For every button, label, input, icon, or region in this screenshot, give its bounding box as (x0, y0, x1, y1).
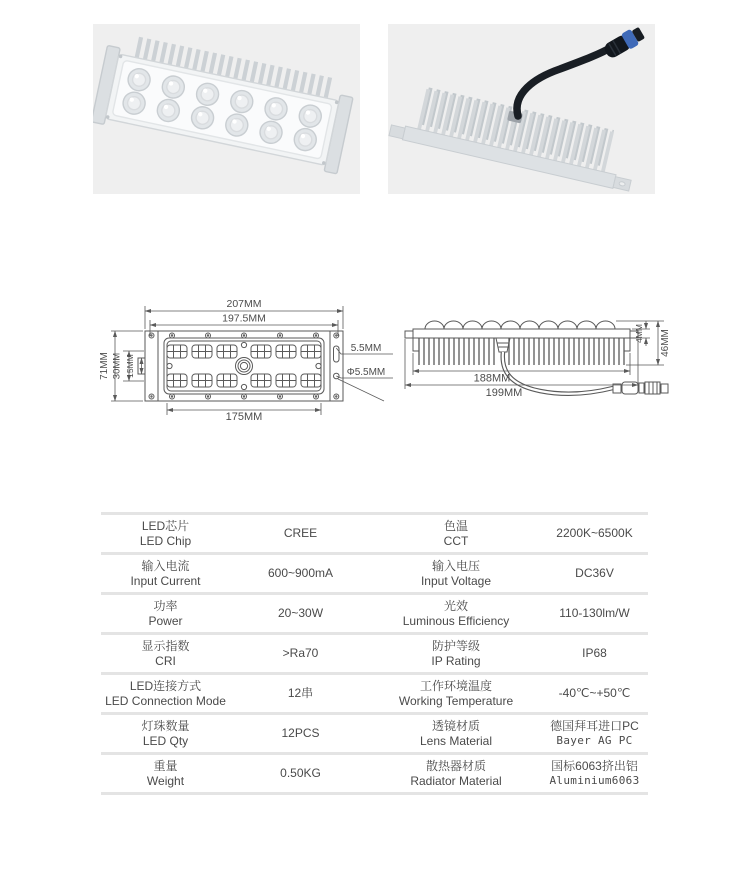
param-label-zh: 输入电压 (431, 558, 480, 573)
param-value: DC36V (575, 566, 614, 580)
table-row (101, 672, 648, 712)
param-label-zh: 灯珠数量 (141, 718, 190, 733)
param-label-en: CRI (155, 653, 176, 668)
param-label-zh: 色温 (443, 518, 468, 533)
param-label-zh: 重量 (153, 758, 178, 773)
table-row (101, 752, 648, 792)
param-label-en: Weight (146, 773, 185, 788)
param-label (371, 755, 541, 792)
param-label-zh: 光效 (443, 598, 468, 613)
param-value: 12串 (287, 686, 314, 700)
dim-plate-thickness: 4MM (634, 324, 644, 343)
dim-height: 71MM (99, 352, 110, 380)
param-value: CREE (283, 526, 318, 540)
param-label (371, 595, 541, 632)
param-label (371, 555, 541, 592)
param-label-zh: 防护等级 (431, 638, 480, 653)
param-label-en: Working Temperature (398, 693, 514, 708)
dim-inner-width: 197.5MM (222, 312, 266, 325)
dim-fin-width: 188MM (473, 372, 511, 385)
dim-bottom-width: 175MM (225, 411, 263, 423)
front-view-drawing (88, 288, 398, 423)
param-value: 德国拜耳进口PC Bayer AG PC (550, 719, 639, 748)
param-label-en: LED Chip (139, 533, 192, 548)
dim-hole-diameter: Φ5.5MM (346, 367, 386, 378)
cable (517, 47, 612, 116)
cable-gland-side (496, 338, 510, 352)
param-value: 12PCS (281, 726, 320, 740)
param-label-zh: 透镜材质 (431, 718, 480, 733)
param-label (101, 515, 230, 552)
heatsink-cable-photo (388, 24, 655, 194)
lens-array-front (167, 345, 321, 387)
param-label (371, 675, 541, 712)
dim-total-width: 207MM (226, 298, 262, 310)
param-label (101, 675, 230, 712)
param-value: IP68 (582, 646, 607, 660)
param-label (101, 635, 230, 672)
param-label-zh: LED芯片 (141, 518, 190, 533)
param-value: 国标6063挤出铝 Aluminium6063 (549, 759, 640, 788)
param-value: 600~900mA (267, 566, 334, 580)
param-label-zh: LED连接方式 (129, 678, 202, 693)
param-label-en: Input Current (130, 573, 201, 588)
param-label (101, 755, 230, 792)
param-label-en: IP Rating (431, 653, 481, 668)
table-row (101, 592, 648, 632)
dim-slot-width: 5.5MM (350, 343, 382, 354)
param-label-zh: 散热器材质 (425, 758, 486, 773)
mount-tab (389, 125, 405, 139)
dim-mid-height: 30MM (111, 352, 123, 380)
table-row (101, 712, 648, 752)
module-front-outline (138, 331, 343, 401)
mount-tab (405, 331, 413, 338)
param-label (101, 595, 230, 632)
param-label-zh: 显示指数 (141, 638, 190, 653)
connector-side (613, 382, 668, 394)
fins-right (509, 338, 624, 365)
param-value: 0.50KG (280, 766, 321, 780)
table-row (101, 632, 648, 672)
led-module-photo (93, 24, 360, 194)
param-label-en: Luminous Efficiency (402, 613, 510, 628)
dim-tab-height: 15MM (125, 354, 135, 378)
dim-side-total-width: 199MM (485, 387, 523, 399)
connector-plug (602, 25, 647, 61)
param-label-en: Input Voltage (420, 573, 492, 588)
param-label-en: LED Qty (142, 733, 189, 748)
dim-side-height: 46MM (660, 329, 671, 357)
param-label-en: CCT (443, 533, 469, 548)
led-module-illustration (93, 24, 360, 194)
table-row (101, 512, 648, 552)
param-label-zh: 工作环境温度 (419, 678, 492, 693)
heatsink-illustration (388, 24, 655, 194)
param-value: >Ra70 (282, 646, 319, 660)
param-label-en: Lens Material (419, 733, 493, 748)
spec-table (101, 512, 648, 795)
param-label-en: Radiator Material (410, 773, 502, 788)
param-label-en: Power (148, 613, 183, 628)
fins-left (419, 338, 494, 365)
param-value: 20~30W (277, 606, 324, 620)
param-value: -40℃~+50℃ (558, 686, 631, 700)
param-label (371, 635, 541, 672)
param-label-zh: 输入电流 (141, 558, 190, 573)
param-label (371, 715, 541, 752)
module-side-outline (405, 321, 638, 365)
side-view-drawing (392, 293, 692, 408)
param-label-en: LED Connection Mode (105, 693, 226, 708)
param-label (101, 555, 230, 592)
param-label (101, 715, 230, 752)
param-value: 110-130lm/W (559, 606, 630, 620)
center-gland (236, 358, 253, 375)
param-label (371, 515, 541, 552)
mount-hole (334, 373, 340, 379)
lens-bumps (425, 321, 615, 329)
top-plate (413, 329, 630, 338)
param-label-zh: 功率 (153, 598, 178, 613)
table-row (101, 552, 648, 592)
param-value: 2200K~6500K (556, 526, 633, 540)
